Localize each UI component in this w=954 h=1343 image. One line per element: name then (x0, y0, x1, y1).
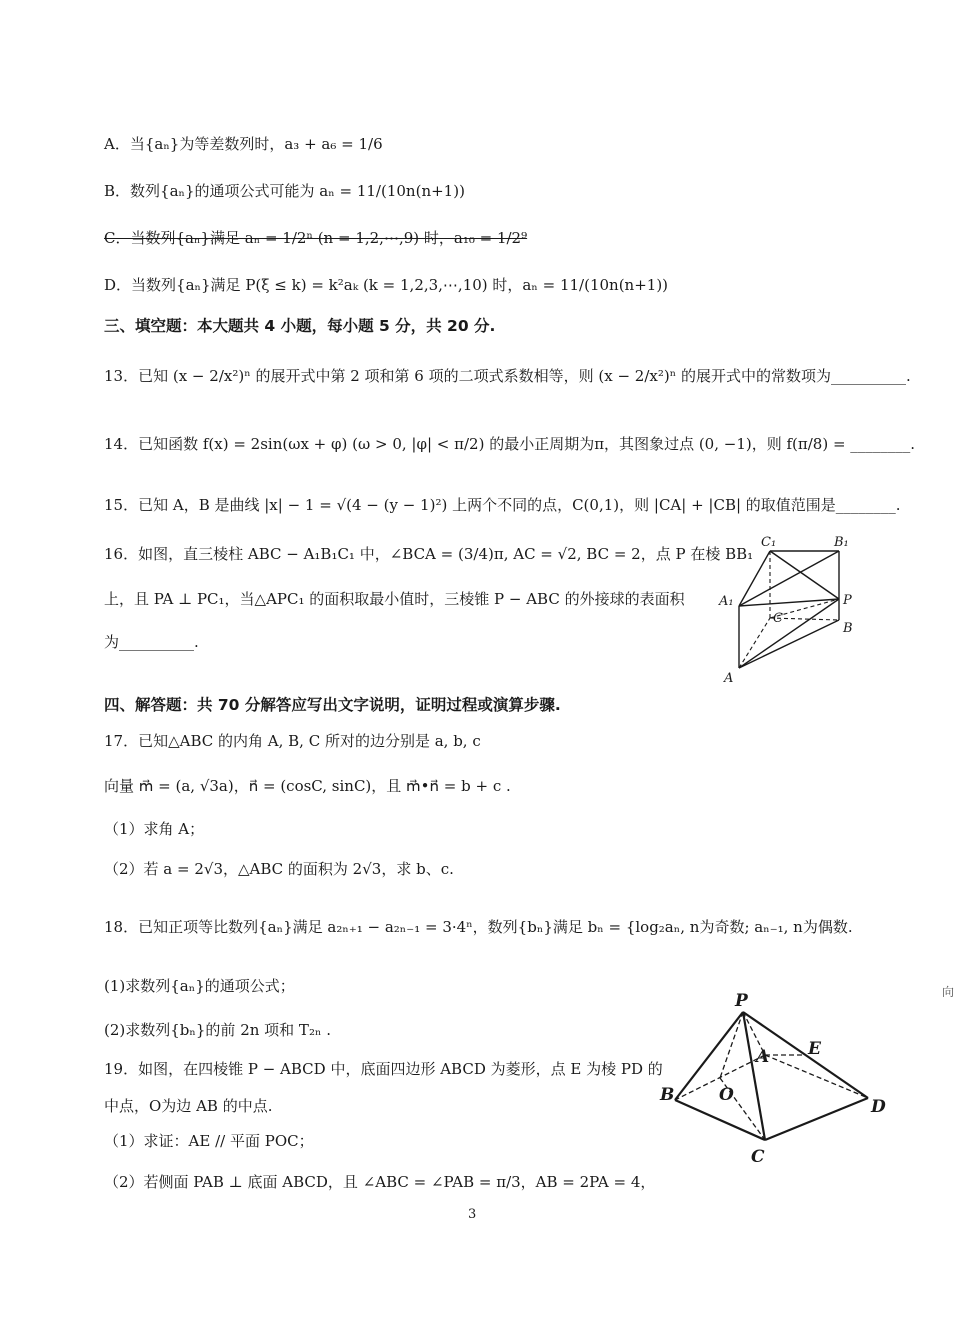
page-edge-fragment: 向 (942, 985, 954, 999)
option-b: B．数列{aₙ}的通项公式可能为 aₙ = 11/(10n(n+1)) (104, 182, 465, 200)
question-16-line-2: 上，且 PA ⊥ PC₁，当△APC₁ 的面积取最小值时，三棱锥 P − ABC 的外接球的表面积 (104, 590, 685, 608)
page-number: 3 (468, 1207, 477, 1222)
label-d: D (871, 1097, 886, 1117)
label-b1: B₁ (834, 535, 849, 550)
segment-pa1 (739, 599, 839, 606)
question-17-line-2: 向量 m⃗ = (a, √3a)，n⃗ = (cosC, sinC)，且 m⃗•n⃗ = b + c . (104, 777, 511, 795)
question-18-part-2: (2)求数列{bₙ}的前 2n 项和 T₂ₙ . (104, 1021, 331, 1039)
question-16-line-3: 为__________. (104, 633, 199, 651)
label-a: A (724, 671, 734, 686)
question-19-part-1: （1）求证：AE // 平面 POC； (104, 1132, 314, 1150)
question-18-line-1: 18．已知正项等比数列{aₙ}满足 a₂ₙ₊₁ − a₂ₙ₋₁ = 3·4ⁿ，数列{bₙ}满足 bₙ = {log₂aₙ, n为奇数; aₙ₋₁, n为偶数. (104, 918, 853, 936)
section-4-heading: 四、解答题：共 70 分解答应写出文字说明，证明过程或演算步骤. (104, 696, 561, 714)
option-c: C．当数列{aₙ}满足 aₙ = 1/2ⁿ (n = 1,2,⋯,9) 时，a₁₀ = 1/2⁹ (104, 229, 528, 247)
question-19-part-2: （2）若侧面 PAB ⊥ 底面 ABCD，且 ∠ABC = ∠PAB = π/3，AB = 2PA = 4， (104, 1173, 656, 1191)
question-19-line-1: 19．如图，在四棱锥 P − ABCD 中，底面四边形 ABCD 为菱形，点 E 为棱 PD 的 (104, 1060, 663, 1078)
question-18-part-1: (1)求数列{aₙ}的通项公式； (104, 977, 295, 995)
label-a: A (756, 1047, 770, 1067)
section-3-heading: 三、填空题：本大题共 4 小题，每小题 5 分，共 20 分. (104, 317, 496, 335)
edge-cd (765, 1098, 868, 1140)
label-p: P (843, 593, 852, 608)
question-17-part-2: （2）若 a = 2√3，△ABC 的面积为 2√3，求 b、c. (104, 860, 454, 878)
label-c: C (751, 1147, 765, 1167)
option-a: A．当{aₙ}为等差数列时，a₃ + a₆ = 1/6 (104, 135, 383, 153)
question-19-line-2: 中点，O为边 AB 的中点. (104, 1097, 273, 1115)
question-17-line-1: 17．已知△ABC 的内角 A, B, C 所对的边分别是 a, b, c (104, 732, 481, 750)
label-c1: C₁ (761, 535, 777, 550)
question-17-part-1: （1）求角 A； (104, 820, 205, 838)
edge-pc (743, 1012, 765, 1140)
question-16-line-1: 16．如图，直三棱柱 ABC − A₁B₁C₁ 中，∠BCA = (3/4)π, AC = √2, BC = 2，点 P 在棱 BB₁ (104, 545, 754, 563)
label-p: P (735, 991, 748, 1011)
question-13: 13．已知 (x − 2/x²)ⁿ 的展开式中第 2 项和第 6 项的二项式系数相等，则 (x − 2/x²)ⁿ 的展开式中的常数项为__________. (104, 367, 911, 385)
label-c: C (773, 611, 783, 626)
question-14: 14．已知函数 f(x) = 2sin(ωx + φ) (ω > 0, |φ| < π/2) 的最小正周期为π，其图象过点 (0, −1)，则 f(π/8) = ________. (104, 435, 916, 453)
label-o: O (719, 1085, 734, 1105)
label-a1: A₁ (719, 594, 734, 609)
prism-figure (715, 534, 865, 686)
label-e: E (808, 1039, 821, 1059)
question-15: 15．已知 A，B 是曲线 |x| − 1 = √(4 − (y − 1)²) 上两个不同的点，C(0,1)，则 |CA| + |CB| 的取值范围是________. (104, 496, 901, 514)
label-b: B (660, 1085, 675, 1105)
label-b: B (843, 621, 853, 636)
option-d: D．当数列{aₙ}满足 P(ξ ≤ k) = k²aₖ (k = 1,2,3,⋯,10) 时，aₙ = 11/(10n(n+1)) (104, 276, 669, 294)
edge-bc (675, 1100, 765, 1140)
segment-pc1 (770, 551, 839, 599)
pyramid-figure (655, 990, 900, 1170)
segment-pa (739, 599, 839, 668)
